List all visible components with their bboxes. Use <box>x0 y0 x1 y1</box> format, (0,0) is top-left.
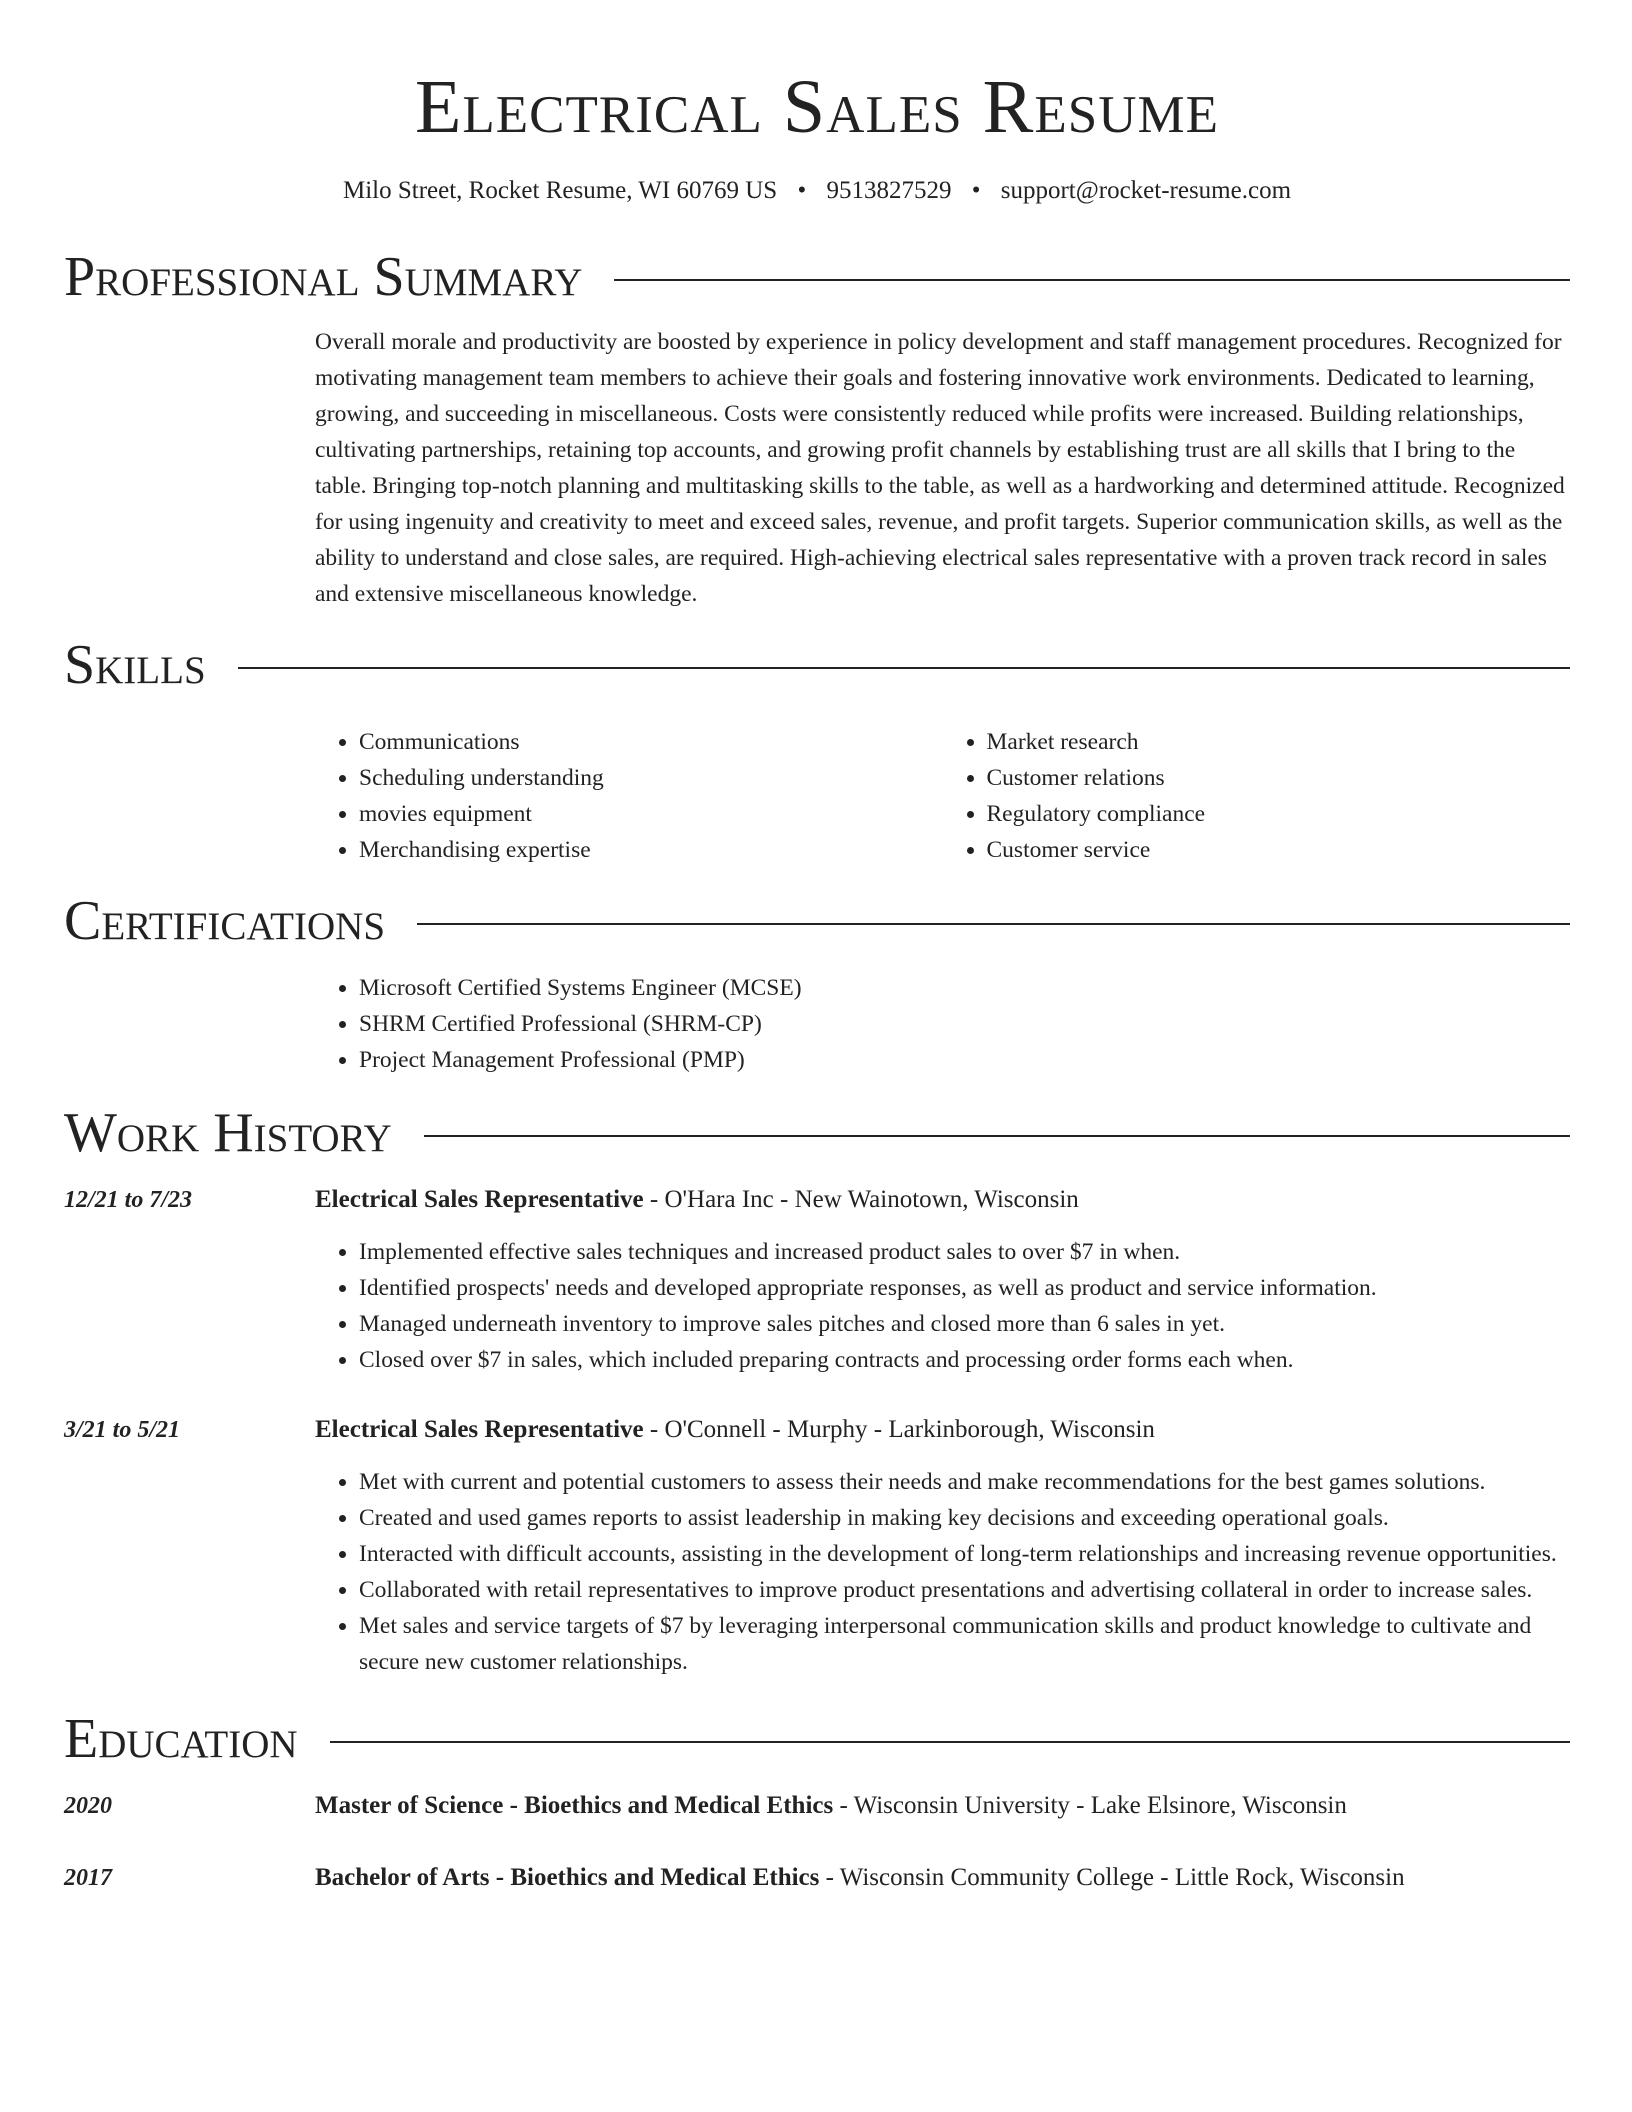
education-entry-1 <box>64 1788 1570 1824</box>
skill-item: • Customer service <box>987 832 1571 868</box>
summary-section-header <box>64 242 1570 312</box>
job-bullet: • Identified prospects' needs and developed appropriate responses, as well as product and service information. <box>359 1270 1570 1306</box>
education-degree: Master of Science - Bioethics and Medical Ethics <box>315 1792 834 1819</box>
education-year: 2017 <box>64 1865 112 1891</box>
job-bullet: • Managed underneath inventory to improve sales pitches and closed more than 6 sales in yet. <box>359 1306 1570 1342</box>
job-entry-2 <box>64 1412 1570 1448</box>
skill-item: • movies equipment <box>359 796 943 832</box>
certification-item: • SHRM Certified Professional (SHRM-CP) <box>359 1006 1570 1042</box>
certifications-section-header <box>64 886 1570 956</box>
education-degree: Bachelor of Arts - Bioethics and Medical Ethics <box>315 1864 820 1891</box>
skills-grid <box>315 724 1570 868</box>
skill-item: • Scheduling understanding <box>359 760 943 796</box>
job-bullet-list <box>315 1234 1570 1378</box>
job-2-responsibilities <box>315 1464 1570 1680</box>
summary-title: Professional Summary <box>64 246 583 308</box>
education-section-header <box>64 1704 1570 1774</box>
job-1-responsibilities <box>315 1234 1570 1378</box>
job-bullet: • Interacted with difficult accounts, assisting in the development of long-term relationships and increasing revenue opportunities. <box>359 1536 1570 1572</box>
job-bullet: • Met sales and service targets of $7 by leveraging interpersonal communication skills and product knowledge to cultivate and secure new customer relationships. <box>359 1608 1570 1680</box>
contact-line <box>64 174 1570 208</box>
address: Milo Street, Rocket Resume, WI 60769 US <box>342 177 778 204</box>
skills-divider <box>238 667 1570 669</box>
education-details: - Wisconsin Community College - Little Rock, Wisconsin <box>819 1864 1405 1891</box>
certifications-divider <box>417 923 1570 925</box>
certification-item: • Project Management Professional (PMP) <box>359 1042 1570 1078</box>
resume-title: Electrical Sales Resume <box>415 65 1219 149</box>
summary-text: Overall morale and productivity are boosted by experience in policy development and staff management procedures. Recognized for motivating management team members to achieve their goals and fostering innovative work environments. Dedicated to learning, growing, and succeeding in miscellaneous. Costs were consistently reduced while profits were increased. Building relationships, cultivating partnerships, retaining top accounts, and growing profit channels by establishing trust are all skills that I bring to the table. Bringing top-notch planning and multitasking skills to the table, as well as a hardworking and determined attitude. Recognized for using ingenuity and creativity to meet and exceed sales, revenue, and profit targets. Superior communication skills, as well as the ability to understand and close sales, are required. High-achieving electrical sales representative with a proven track record in sales and extensive miscellaneous knowledge. <box>315 329 1565 607</box>
skill-item: • Communications <box>359 724 943 760</box>
education-title: Education <box>64 1708 298 1770</box>
work-section-header <box>64 1098 1570 1168</box>
certification-item: • Microsoft Certified Systems Engineer (MCSE) <box>359 970 1570 1006</box>
work-divider <box>424 1135 1570 1137</box>
job-bullet-list <box>315 1464 1570 1680</box>
work-title: Work History <box>64 1102 392 1164</box>
email: support@rocket-resume.com <box>1000 177 1292 204</box>
job-bullet: • Implemented effective sales techniques and increased product sales to over $7 in when. <box>359 1234 1570 1270</box>
job-bullet: • Closed over $7 in sales, which included preparing contracts and processing order forms each when. <box>359 1342 1570 1378</box>
certifications-title: Certifications <box>64 890 386 952</box>
job-heading <box>315 1182 1570 1218</box>
skill-item: • Regulatory compliance <box>987 796 1571 832</box>
separator-1: • <box>797 177 807 204</box>
job-role: Electrical Sales Representative <box>315 1186 644 1213</box>
education-heading <box>315 1788 1570 1824</box>
skills-title: Skills <box>64 634 206 696</box>
job-dates: 12/21 to 7/23 <box>64 1187 193 1213</box>
separator-2: • <box>971 177 981 204</box>
resume-page <box>64 0 1570 1896</box>
certifications-list <box>315 970 1570 1078</box>
skill-item: • Customer relations <box>987 760 1571 796</box>
education-year: 2020 <box>64 1793 112 1819</box>
job-dates: 3/21 to 5/21 <box>64 1417 181 1443</box>
job-entry-1 <box>64 1182 1570 1218</box>
job-bullet: • Collaborated with retail representatives to improve product presentations and advertising collateral in order to increase sales. <box>359 1572 1570 1608</box>
skills-list-left <box>315 724 943 868</box>
job-bullet: • Created and used games reports to assist leadership in making key decisions and exceeding operational goals. <box>359 1500 1570 1536</box>
education-entry-2 <box>64 1860 1570 1896</box>
job-role: Electrical Sales Representative <box>315 1416 644 1443</box>
job-bullet: • Met with current and potential customers to assess their needs and make recommendations for the best games solutions. <box>359 1464 1570 1500</box>
job-details: - O'Hara Inc - New Wainotown, Wisconsin <box>643 1186 1079 1213</box>
education-heading <box>315 1860 1570 1896</box>
phone: 9513827529 <box>826 177 952 204</box>
skill-item: • Market research <box>987 724 1571 760</box>
education-details: - Wisconsin University - Lake Elsinore, Wisconsin <box>833 1792 1347 1819</box>
skill-item: • Merchandising expertise <box>359 832 943 868</box>
certifications-block <box>315 970 1570 1078</box>
skills-list-right <box>943 724 1571 868</box>
job-heading <box>315 1412 1570 1448</box>
job-details: - O'Connell - Murphy - Larkinborough, Wisconsin <box>643 1416 1155 1443</box>
skills-section-header <box>64 630 1570 700</box>
summary-divider <box>614 279 1570 281</box>
education-divider <box>330 1741 1570 1743</box>
